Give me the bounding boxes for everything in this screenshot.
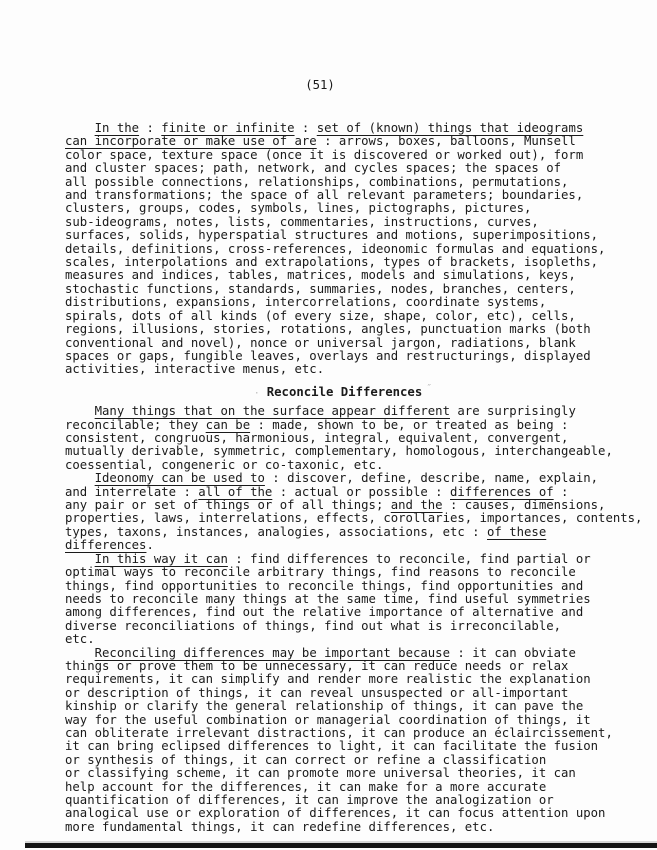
underlined-text: differences xyxy=(65,538,147,553)
underlined-text: set of (known) things that ideograms xyxy=(316,121,584,135)
text-line xyxy=(65,269,651,282)
plain-text: types, taxons, instances, analogies, associations, etc : xyxy=(65,524,487,539)
plain-text: scales, interpolations and extrapolations, types of brackets, isopleths, xyxy=(65,255,599,270)
plain-text: sub-ideograms, notes, lists, commentaries, instructions, curves, xyxy=(65,214,539,229)
underlined-text: In the xyxy=(94,121,140,135)
plain-text: needs to reconcile many things at the same time, find useful symmetries xyxy=(65,591,591,606)
plain-text: and cluster spaces; path, network, and cycles spaces; the spaces of xyxy=(65,161,562,176)
plain-text: conventional and novel), nonce or universal jargon, radiations, blank xyxy=(65,335,576,350)
plain-text: optimal ways to reconcile arbitrary things, find reasons to reconcile xyxy=(65,565,576,580)
plain-text: mutually derivable, symmetric, complementary, homologous, interchangeable, xyxy=(65,444,613,459)
underlined-text: Ideonomy can be used to xyxy=(94,471,265,486)
plain-text: spaces or gaps, fungible leaves, overlays and restructurings, displayed xyxy=(65,348,591,363)
plain-text: and transformations; the space of all relevant parameters; boundaries, xyxy=(65,188,584,203)
plain-text: details, definitions, cross-references, ideonomic formulas and equations, xyxy=(65,241,606,256)
plain-text: or description of things, it can reveal unsuspected or all-important xyxy=(65,685,569,700)
text-line xyxy=(65,202,651,215)
plain-text: things or prove them to be unnecessary, it can reduce needs or relax xyxy=(65,658,569,673)
plain-text: properties, laws, interrelations, effects, corollaries, importances, contents, xyxy=(65,511,643,526)
plain-text: among differences, find out the relative importance of alternative and xyxy=(65,605,584,620)
plain-text: diverse reconciliations of things, find out what is irreconcilable, xyxy=(65,618,562,633)
text-line xyxy=(65,767,651,780)
text-line xyxy=(65,553,651,566)
plain-text: reconcilable; they xyxy=(65,417,206,432)
text-line xyxy=(65,122,651,135)
text-line xyxy=(65,647,651,660)
plain-text: etc. xyxy=(65,632,95,647)
text-line xyxy=(65,821,651,834)
plain-text: : causes, dimensions, xyxy=(442,498,606,513)
underlined-text: can be xyxy=(205,417,251,432)
plain-text: requirements, it can simplify and render more realistic the explanation xyxy=(65,672,591,687)
text-line xyxy=(65,660,651,673)
text-line xyxy=(65,363,651,376)
plain-text: or classifying scheme, it can promote more universal theories, it can xyxy=(65,766,576,781)
text-line xyxy=(65,593,651,606)
plain-text: : made, shown to be, or treated as being : xyxy=(250,417,569,432)
plain-text: . xyxy=(146,538,154,553)
text-line xyxy=(65,606,651,619)
underlined-text: finite or infinite xyxy=(161,121,295,135)
plain-text: any pair or set of things or of all things; xyxy=(65,498,391,513)
text-line xyxy=(65,781,651,794)
text-line xyxy=(65,189,651,202)
underlined-text: of these xyxy=(487,524,547,539)
text-line xyxy=(65,539,651,552)
plain-text: analogical use or exploration of differences, it can focus attention upon xyxy=(65,806,606,821)
underlined-text: Many things that on the surface appear different xyxy=(94,404,450,419)
plain-text: it can bring eclipsed differences to light, it can facilitate the fusion xyxy=(65,739,599,754)
text-line xyxy=(65,283,651,296)
plain-text xyxy=(65,121,95,135)
underlined-text: In this way it can xyxy=(94,551,228,566)
text-line xyxy=(65,256,651,269)
text-line xyxy=(65,229,651,242)
plain-text: measures and indices, tables, matrices, models and simulations, keys, xyxy=(65,268,576,283)
plain-text: : arrows, boxes, balloons, Munsell xyxy=(316,134,576,149)
scan-smudge-icon: ″ xyxy=(426,382,433,394)
plain-text: kinship or clarify the general relationship of things, it can pave the xyxy=(65,699,584,714)
text-line xyxy=(65,432,651,445)
underlined-text: all of the xyxy=(198,484,273,499)
text-line xyxy=(65,149,651,162)
text-line xyxy=(65,512,651,525)
text-line xyxy=(65,807,651,820)
text-line xyxy=(65,499,651,512)
text-line xyxy=(65,323,651,336)
scan-edge-artifact xyxy=(25,843,657,848)
plain-text: : xyxy=(139,121,162,135)
text-line xyxy=(65,673,651,686)
plain-text: more fundamental things, it can redefine differences, etc. xyxy=(65,819,495,834)
text-line xyxy=(65,405,651,418)
text-line xyxy=(65,700,651,713)
plain-text: activities, interactive menus, etc. xyxy=(65,362,325,377)
underlined-text: can incorporate or make use of are xyxy=(65,134,317,149)
plain-text: things, find opportunities to reconcile things, find opportunities and xyxy=(65,578,584,593)
plain-text: : discover, define, describe, name, explain, xyxy=(264,471,599,486)
plain-text: : actual or possible : xyxy=(272,484,450,499)
underlined-text: differences of xyxy=(450,484,554,499)
text-line xyxy=(65,472,651,485)
plain-text: : it can obviate xyxy=(450,645,576,660)
plain-text: regions, illusions, stories, rotations, angles, punctuation marks (both xyxy=(65,322,591,337)
plain-text: or synthesis of things, it can correct or refine a classification xyxy=(65,752,547,767)
plain-text: consistent, congruous, harmonious, integral, equivalent, convergent, xyxy=(65,431,569,446)
text-line xyxy=(65,135,651,148)
text-line xyxy=(65,162,651,175)
text-line xyxy=(65,296,651,309)
plain-text: are surprisingly xyxy=(450,404,576,419)
section-heading xyxy=(35,382,651,401)
plain-text: color space, texture space (once it is discovered or worked out), form xyxy=(65,147,584,162)
text-line xyxy=(65,337,651,350)
text-line xyxy=(65,714,651,727)
underlined-text: Reconciling differences may be important because xyxy=(94,645,450,660)
plain-text xyxy=(65,404,95,418)
plain-text: quantification of differences, it can improve the analogization or xyxy=(65,793,554,807)
text-line xyxy=(65,740,651,753)
plain-text xyxy=(65,471,95,485)
text-line xyxy=(65,580,651,593)
plain-text: stochastic functions, standards, summaries, nodes, branches, centers, xyxy=(65,281,576,296)
text-line xyxy=(65,486,651,499)
scan-smudge-icon: · xyxy=(253,387,260,399)
text-line xyxy=(65,176,651,189)
document-body xyxy=(65,122,651,834)
plain-text: spirals, dots of all kinds (of every size, shape, color, etc), cells, xyxy=(65,308,576,323)
plain-text: and interrelate : xyxy=(65,484,199,499)
plain-text: can obliterate irrelevant distractions, it can produce an éclaircissement, xyxy=(65,725,613,740)
text-line xyxy=(65,754,651,767)
text-line xyxy=(65,310,651,323)
text-line xyxy=(65,526,651,539)
text-line xyxy=(65,687,651,700)
text-line xyxy=(65,216,651,229)
plain-text: way for the useful combination or managerial coordination of things, it xyxy=(65,712,591,727)
text-line xyxy=(65,620,651,633)
underlined-text: and the xyxy=(390,498,443,513)
plain-text: coessential, congeneric or co-taxonic, etc. xyxy=(65,457,384,472)
plain-text: clusters, groups, codes, symbols, lines, pictographs, pictures, xyxy=(65,201,532,216)
plain-text: all possible connections, relationships, combinations, permutations, xyxy=(65,174,569,189)
text-line xyxy=(65,243,651,256)
plain-text xyxy=(65,646,95,660)
plain-text: : xyxy=(294,121,317,135)
plain-text: help account for the differences, it can make for a more accurate xyxy=(65,779,547,794)
text-line xyxy=(65,419,651,432)
text-line xyxy=(65,566,651,579)
plain-text: distributions, expansions, intercorrelations, coordinate systems, xyxy=(65,295,547,310)
text-line xyxy=(65,633,651,646)
text-line xyxy=(65,445,651,458)
plain-text: : find differences to reconcile, find partial or xyxy=(227,551,591,566)
section-heading-text: Reconcile Differences xyxy=(266,384,423,399)
text-line xyxy=(65,794,651,807)
text-line xyxy=(65,350,651,363)
plain-text xyxy=(65,552,95,566)
plain-text: : xyxy=(553,484,569,499)
text-line xyxy=(65,459,651,472)
plain-text: surfaces, solids, hyperspatial structures and motions, superimpositions, xyxy=(65,228,599,243)
text-line xyxy=(65,727,651,740)
page-number: (51) xyxy=(305,78,335,92)
